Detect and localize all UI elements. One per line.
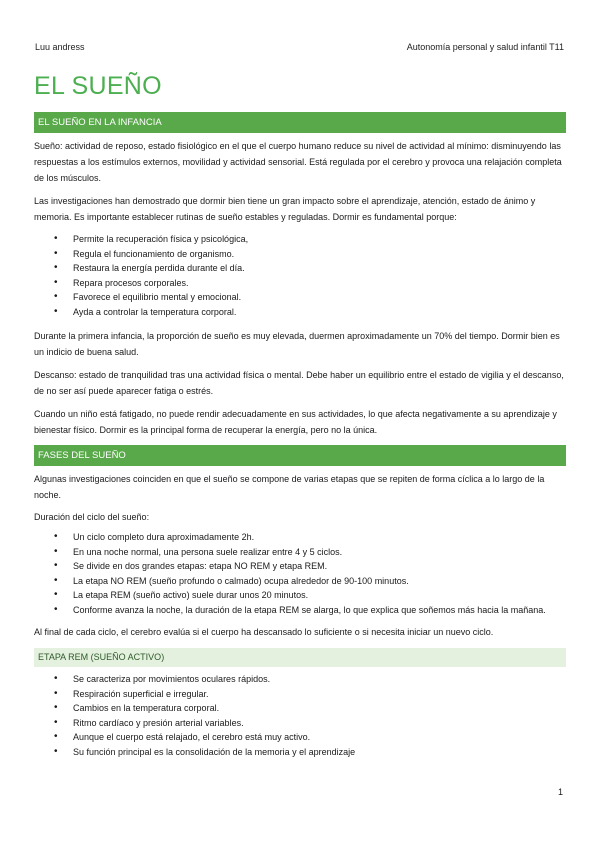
list-item: • Se caracteriza por movimientos oculares rápidos. [34, 672, 566, 687]
list-item: • Restaura la energía perdida durante el día. [34, 261, 566, 276]
list-item: • Aunque el cuerpo está relajado, el cerebro está muy activo. [34, 730, 566, 745]
paragraph-investigaciones: Las investigaciones han demostrado que dormir bien tiene un gran impacto sobre el aprendizaje, atención, estado de ánimo y memoria. Es importante establecer rutinas de sueño estables y reguladas. Dormir es fundamental porque: [34, 196, 536, 222]
list-rem [34, 672, 566, 759]
list-item: • Respiración superficial e irregular. [34, 687, 566, 702]
page-content [34, 112, 566, 759]
list-item: • Un ciclo completo dura aproximadamente 2h. [34, 530, 566, 545]
paragraph-sueno-definition: Sueño: actividad de reposo, estado fisiológico en el que el cuerpo humano reduce su nivel de actividad al mínimo: disminuyendo las respuestas a los estímulos externos, movilidad y actividad sensorial. Está regulada por el cerebro y provoca una relajación completa de los músculos. [34, 141, 562, 183]
header-author: Luu andress [35, 42, 85, 52]
page-title: EL SUEÑO [34, 72, 162, 100]
list-item: • Cambios en la temperatura corporal. [34, 701, 566, 716]
list-item: • Repara procesos corporales. [34, 276, 566, 291]
list-item: • La etapa REM (sueño activo) suele durar unos 20 minutos. [34, 588, 566, 603]
list-item: • Permite la recuperación física y psicológica, [34, 232, 566, 247]
paragraph-primera-infancia: Durante la primera infancia, la proporción de sueño es muy elevada, duermen aproximadamente un 70% del tiempo. Dormir bien es un indicio de buena salud. [34, 331, 560, 357]
list-benefits [34, 232, 566, 319]
list-item: • Ritmo cardíaco y presión arterial variables. [34, 716, 566, 731]
list-item: • En una noche normal, una persona suele realizar entre 4 y 5 ciclos. [34, 545, 566, 560]
list-item: • Se divide en dos grandes etapas: etapa NO REM y etapa REM. [34, 559, 566, 574]
list-item: • Favorece el equilibrio mental y emocional. [34, 290, 566, 305]
page-header [35, 42, 564, 52]
page-number: 1 [557, 787, 563, 797]
subsection-heading-rem: ETAPA REM (SUEÑO ACTIVO) [34, 648, 566, 667]
section-heading-infancia: EL SUEÑO EN LA INFANCIA [34, 112, 566, 133]
list-ciclo [34, 530, 566, 617]
paragraph-final-ciclo: Al final de cada ciclo, el cerebro evalúa si el cuerpo ha descansado lo suficiente o si necesita iniciar un nuevo ciclo. [34, 627, 494, 637]
header-subject: Autonomía personal y salud infantil T11 [406, 42, 564, 52]
list-item: • Ayda a controlar la temperatura corporal. [34, 305, 566, 320]
list-item: • La etapa NO REM (sueño profundo o calmado) ocupa alrededor de 90-100 minutos. [34, 574, 566, 589]
paragraph-descanso: Descanso: estado de tranquilidad tras una actividad física o mental. Debe haber un equilibrio entre el estado de vigilia y el descanso, de no ser así puede aparecer fatiga o estrés. [34, 370, 564, 396]
list-item: • Su función principal es la consolidación de la memoria y el aprendizaje [34, 745, 566, 760]
paragraph-fatiga: Cuando un niño está fatigado, no puede rendir adecuadamente en sus actividades, lo que afecta negativamente a su aprendizaje y bienestar físico. Dormir es la principal forma de recuperar la energía, pero no la única. [34, 409, 557, 435]
paragraph-etapas: Algunas investigaciones coinciden en que el sueño se compone de varias etapas que se repiten de forma cíclica a lo largo de la noche. [34, 474, 545, 500]
list-item: • Regula el funcionamiento de organismo. [34, 247, 566, 262]
paragraph-duracion-label: Duración del ciclo del sueño: [34, 512, 150, 522]
list-item: • Conforme avanza la noche, la duración de la etapa REM se alarga, lo que explica que soñemos más hacia la mañana. [34, 603, 566, 618]
section-heading-fases: FASES DEL SUEÑO [34, 445, 566, 466]
